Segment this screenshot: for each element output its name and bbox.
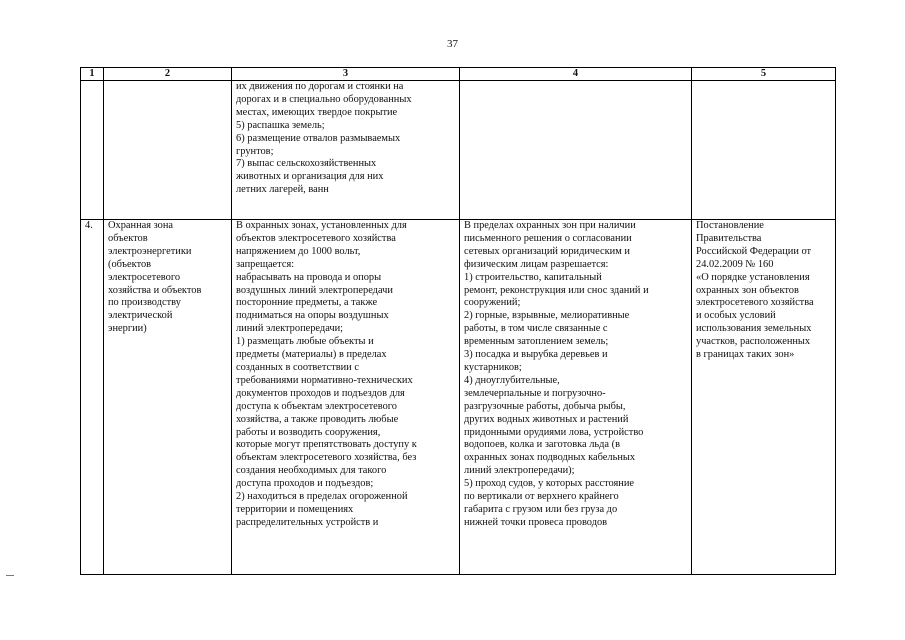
scan-margin-mark <box>6 575 14 576</box>
table-row <box>81 220 836 575</box>
row-number: 4. <box>81 220 104 575</box>
basis-text: Постановление Правительства Российской Федерации от 24.02.2009 № 160 «О порядке установления охранных зон объектов электросетевого хозяйства и особых условий использования земельных участков, расположенных в границах таких зон» <box>696 220 814 361</box>
basis-cell <box>692 220 836 575</box>
allowed-text: В пределах охранных зон при наличии письменного решения о согласовании сетевых организаций юридическим и физическим лицам разрешается: 1) строительство, капитальный ремонт, реконструкция или снос зданий и сооружений; 2) горные, взрывные, мелиоративные работы, в том числе связанные с временным затоплением земель; 3) посадка и вырубка деревьев и кустарников; 4) дноуглубительные, землечерпальные и погрузочно- разгрузочные работы, добыча рыбы, других водных животных и растений придонными орудиями лова, устройство водопоев, колка и заготовка льда (в охранных зонах подводных кабельных линий электропередачи); 5) проход судов, у которых расстояние по вертикали от верхнего крайнего габарита с грузом или без груза до нижней точки провеса проводов <box>464 220 649 528</box>
header-col-1: 1 <box>81 68 104 81</box>
prohibited-text: их движения по дорогам и стоянки на дорогах и в специально оборудованных местах, имеющих твердое покрытие 5) распашка земель; 6) размещение отвалов размываемых грунтов; 7) выпас сельскохозяйственных животных и организация для них летних лагерей, ванн <box>236 81 412 196</box>
prohibited-cell <box>232 81 460 220</box>
zone-name-cell <box>104 220 232 575</box>
zone-name-cell <box>104 81 232 220</box>
header-col-4: 4 <box>460 68 692 81</box>
table-row <box>81 81 836 220</box>
basis-cell <box>692 81 836 220</box>
prohibited-text: В охранных зонах, установленных для объектов электросетевого хозяйства напряжением до 1000 вольт, запрещается: набрасывать на провода и опоры воздушных линий электропередачи посторонние предметы, а также подниматься на опоры воздушных линий электропередачи; 1) размещать любые объекты и предметы (материалы) в пределах созданных в соответствии с требованиями нормативно-технических документов проходов и подъездов для доступа к объектам электросетевого хозяйства, а также проводить любые работы и возводить сооружения, которые могут препятствовать доступу к объектам электросетевого хозяйства, без создания необходимых для такого доступа проходов и подъездов; 2) находиться в пределах огороженной территории и помещениях распределительных устройств и <box>236 220 417 528</box>
prohibited-cell <box>232 220 460 575</box>
header-row <box>81 68 836 81</box>
allowed-cell <box>460 220 692 575</box>
header-col-3: 3 <box>232 68 460 81</box>
zone-name-text: Охранная зона объектов электроэнергетики (объектов электросетевого хозяйства и объектов по производству электрической энергии) <box>108 220 202 335</box>
header-col-2: 2 <box>104 68 232 81</box>
zones-table <box>80 67 836 575</box>
row-number <box>81 81 104 220</box>
page-number: 37 <box>447 38 458 50</box>
allowed-cell <box>460 81 692 220</box>
header-col-5: 5 <box>692 68 836 81</box>
